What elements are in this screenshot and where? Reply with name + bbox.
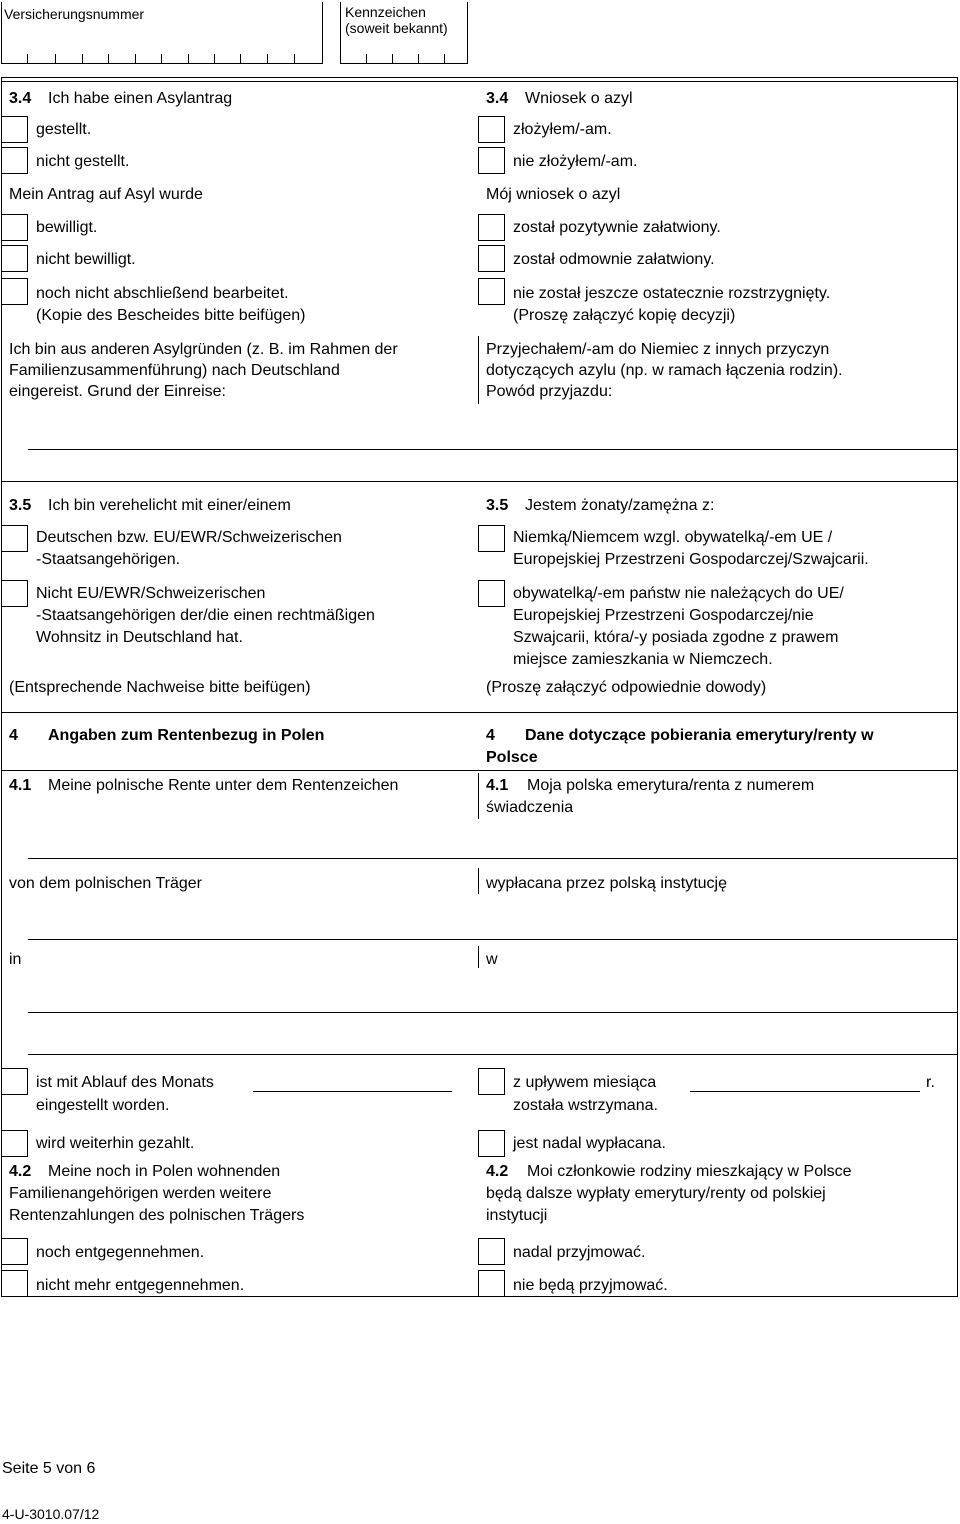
asylum-granted-checkbox-pl[interactable] bbox=[478, 214, 505, 241]
asylum-filed-checkbox[interactable] bbox=[1, 116, 28, 143]
asylum-not-filed-label-pl: nie złożyłem/-am. bbox=[513, 153, 638, 170]
section-4-2-pl-text: będą dalsze wypłaty emerytury/renty od polskiej bbox=[486, 1185, 826, 1202]
asylum-pending-label: noch nicht abschließend bearbeitet. bbox=[36, 285, 289, 302]
evidence-note: (Entsprechende Nachweise bitte beifügen) bbox=[9, 679, 311, 696]
spouse-non-eu-label-pl: miejsce zamieszkania w Niemczech. bbox=[513, 651, 773, 668]
pension-stopped-label: ist mit Ablauf des Monats bbox=[36, 1074, 214, 1091]
stop-month-de-line[interactable] bbox=[253, 1091, 452, 1092]
asylum-pending-note: (Kopie des Bescheides bitte beifügen) bbox=[36, 307, 306, 324]
asylum-granted-label: bewilligt. bbox=[36, 219, 98, 236]
section-4-2-pl-text: Moi członkowie rodziny mieszkający w Polsce bbox=[527, 1163, 852, 1180]
insurance-number-label: Versicherungsnummer bbox=[4, 6, 145, 22]
spouse-non-eu-checkbox[interactable] bbox=[1, 580, 28, 607]
form-number: 4-U-3010.07/12 bbox=[2, 1506, 100, 1522]
section-3-5-de-num: 3.5 bbox=[9, 497, 32, 514]
asylum-granted-label-pl: został pozytywnie załatwiony. bbox=[513, 219, 721, 236]
asylum-granted-checkbox[interactable] bbox=[1, 214, 28, 241]
other-reasons-text: Ich bin aus anderen Asylgründen (z. B. im Rahmen der bbox=[9, 341, 398, 358]
other-reasons-text-pl: dotyczących azylu (np. w ramach łączenia rodzin). bbox=[486, 362, 843, 379]
section-4-2-de-text: Rentenzahlungen des polnischen Trägers bbox=[9, 1207, 305, 1224]
asylum-not-filed-checkbox[interactable] bbox=[1, 147, 28, 174]
section-4-2-de-num: 4.2 bbox=[9, 1163, 32, 1180]
plate-label-note: (soweit bekannt) bbox=[345, 20, 448, 36]
asylum-pending-note-pl: (Proszę załączyć kopię decyzji) bbox=[513, 307, 736, 324]
section-4-de-num: 4 bbox=[9, 727, 18, 744]
family-continue-label-pl: nadal przyjmować. bbox=[513, 1244, 646, 1261]
section-4-pl-num: 4 bbox=[486, 727, 495, 744]
section-3-5-pl-num: 3.5 bbox=[486, 497, 509, 514]
asylum-not-filed-label: nicht gestellt. bbox=[36, 153, 130, 170]
other-reasons-text: Familienzusammenführung) nach Deutschland bbox=[9, 362, 340, 379]
asylum-not-filed-checkbox-pl[interactable] bbox=[478, 147, 505, 174]
pension-continued-label: wird weiterhin gezahlt. bbox=[36, 1135, 195, 1152]
entry-reason-line[interactable] bbox=[28, 449, 958, 450]
asylum-pending-label-pl: nie został jeszcze ostatecznie rozstrzygnięty. bbox=[513, 285, 831, 302]
section-4-pl-title: Dane dotyczące pobierania emerytury/renty w bbox=[525, 727, 874, 744]
section-3-4-pl-num: 3.4 bbox=[486, 90, 509, 107]
section-4-de-title: Angaben zum Rentenbezug in Polen bbox=[48, 727, 325, 744]
family-stop-checkbox-pl[interactable] bbox=[478, 1270, 505, 1297]
spouse-eu-label: Deutschen bzw. EU/EWR/Schweizerischen bbox=[36, 529, 342, 546]
family-continue-checkbox-pl[interactable] bbox=[478, 1238, 505, 1265]
family-stop-label-pl: nie będą przyjmować. bbox=[513, 1277, 668, 1294]
section-3-4-de-title: Ich habe einen Asylantrag bbox=[48, 90, 233, 107]
asylum-denied-label: nicht bewilligt. bbox=[36, 251, 136, 268]
pension-stopped-label-pl: z upływem miesiąca bbox=[513, 1074, 657, 1091]
spouse-eu-checkbox[interactable] bbox=[1, 525, 28, 552]
other-reasons-text: eingereist. Grund der Einreise: bbox=[9, 383, 226, 400]
asylum-denied-checkbox[interactable] bbox=[1, 245, 28, 272]
location-label: in bbox=[9, 951, 22, 968]
spouse-eu-checkbox-pl[interactable] bbox=[478, 525, 505, 552]
other-reasons-text-pl: Powód przyjazdu: bbox=[486, 383, 613, 400]
location-line[interactable] bbox=[28, 1012, 958, 1013]
pension-number-line[interactable] bbox=[28, 858, 958, 859]
asylum-status-heading-pl: Mój wniosek o azyl bbox=[486, 186, 621, 203]
section-4-1-pl-title: świadczenia bbox=[486, 799, 574, 816]
pension-stopped-label-pl: została wstrzymana. bbox=[513, 1097, 658, 1114]
pension-stopped-checkbox-pl[interactable] bbox=[478, 1068, 505, 1095]
carrier-label: von dem polnischen Träger bbox=[9, 875, 202, 892]
section-4-1-de-title: Meine polnische Rente unter dem Rentenzeichen bbox=[48, 777, 399, 794]
pension-continued-checkbox-pl[interactable] bbox=[478, 1130, 505, 1157]
asylum-denied-label-pl: został odmownie załatwiony. bbox=[513, 251, 715, 268]
asylum-pending-checkbox-pl[interactable] bbox=[478, 278, 505, 305]
asylum-status-heading: Mein Antrag auf Asyl wurde bbox=[9, 186, 203, 203]
section-3-4-de-num: 3.4 bbox=[9, 90, 32, 107]
evidence-note-pl: (Proszę załączyć odpowiednie dowody) bbox=[486, 679, 767, 696]
spouse-non-eu-label: Nicht EU/EWR/Schweizerischen bbox=[36, 585, 266, 602]
asylum-filed-label: gestellt. bbox=[36, 121, 92, 138]
other-reasons-text-pl: Przyjechałem/-am do Niemiec z innych przyczyn bbox=[486, 341, 830, 358]
section-4-1-pl-num: 4.1 bbox=[486, 777, 509, 794]
asylum-filed-checkbox-pl[interactable] bbox=[478, 116, 505, 143]
carrier-label-pl: wypłacana przez polską instytucję bbox=[486, 875, 728, 892]
family-continue-label: noch entgegennehmen. bbox=[36, 1244, 205, 1261]
spouse-non-eu-label-pl: Europejskiej Przestrzeni Gospodarczej/nie bbox=[513, 607, 814, 624]
year-suffix-pl: r. bbox=[926, 1074, 935, 1091]
location-label-pl: w bbox=[486, 951, 498, 968]
spouse-eu-label: -Staatsangehörigen. bbox=[36, 551, 181, 568]
section-4-1-pl-title: Moja polska emerytura/renta z numerem bbox=[527, 777, 815, 794]
pension-continued-checkbox[interactable] bbox=[1, 1130, 28, 1157]
family-stop-checkbox[interactable] bbox=[1, 1270, 28, 1297]
asylum-denied-checkbox-pl[interactable] bbox=[478, 245, 505, 272]
section-4-1-de-num: 4.1 bbox=[9, 777, 32, 794]
section-4-pl-title: Polsce bbox=[486, 749, 538, 766]
section-4-2-de-text: Meine noch in Polen wohnenden bbox=[48, 1163, 281, 1180]
spouse-non-eu-checkbox-pl[interactable] bbox=[478, 580, 505, 607]
asylum-pending-checkbox[interactable] bbox=[1, 278, 28, 305]
pension-stopped-label: eingestellt worden. bbox=[36, 1097, 170, 1114]
spouse-non-eu-label: Wohnsitz in Deutschland hat. bbox=[36, 629, 243, 646]
page-number: Seite 5 von 6 bbox=[2, 1460, 96, 1477]
plate-label: Kennzeichen bbox=[345, 4, 426, 20]
section-4-2-de-text: Familienangehörigen werden weitere bbox=[9, 1185, 272, 1202]
spouse-non-eu-label: -Staatsangehörigen der/die einen rechtmäßigen bbox=[36, 607, 375, 624]
family-stop-label: nicht mehr entgegennehmen. bbox=[36, 1277, 245, 1294]
pension-continued-label-pl: jest nadal wypłacana. bbox=[513, 1135, 666, 1152]
stop-month-pl-line[interactable] bbox=[690, 1091, 920, 1092]
spouse-eu-label-pl: Europejskiej Przestrzeni Gospodarczej/Szwajcarii. bbox=[513, 551, 869, 568]
spouse-non-eu-label-pl: obywatelką/-em państw nie należących do UE/ bbox=[513, 585, 844, 602]
asylum-filed-label-pl: złożyłem/-am. bbox=[513, 121, 612, 138]
section-3-4-pl-title: Wniosek o azyl bbox=[525, 90, 633, 107]
section-4-2-pl-num: 4.2 bbox=[486, 1163, 509, 1180]
section-3-5-pl-title: Jestem żonaty/zamężna z: bbox=[525, 497, 715, 514]
section-4-2-pl-text: instytucji bbox=[486, 1207, 548, 1224]
family-continue-checkbox[interactable] bbox=[1, 1238, 28, 1265]
pension-stopped-checkbox[interactable] bbox=[1, 1068, 28, 1095]
spouse-eu-label-pl: Niemką/Niemcem wzgl. obywatelką/-em UE / bbox=[513, 529, 833, 546]
section-3-5-de-title: Ich bin verehelicht mit einer/einem bbox=[48, 497, 291, 514]
carrier-line[interactable] bbox=[28, 939, 958, 940]
spouse-non-eu-label-pl: Szwajcarii, która/-y posiada zgodne z prawem bbox=[513, 629, 839, 646]
